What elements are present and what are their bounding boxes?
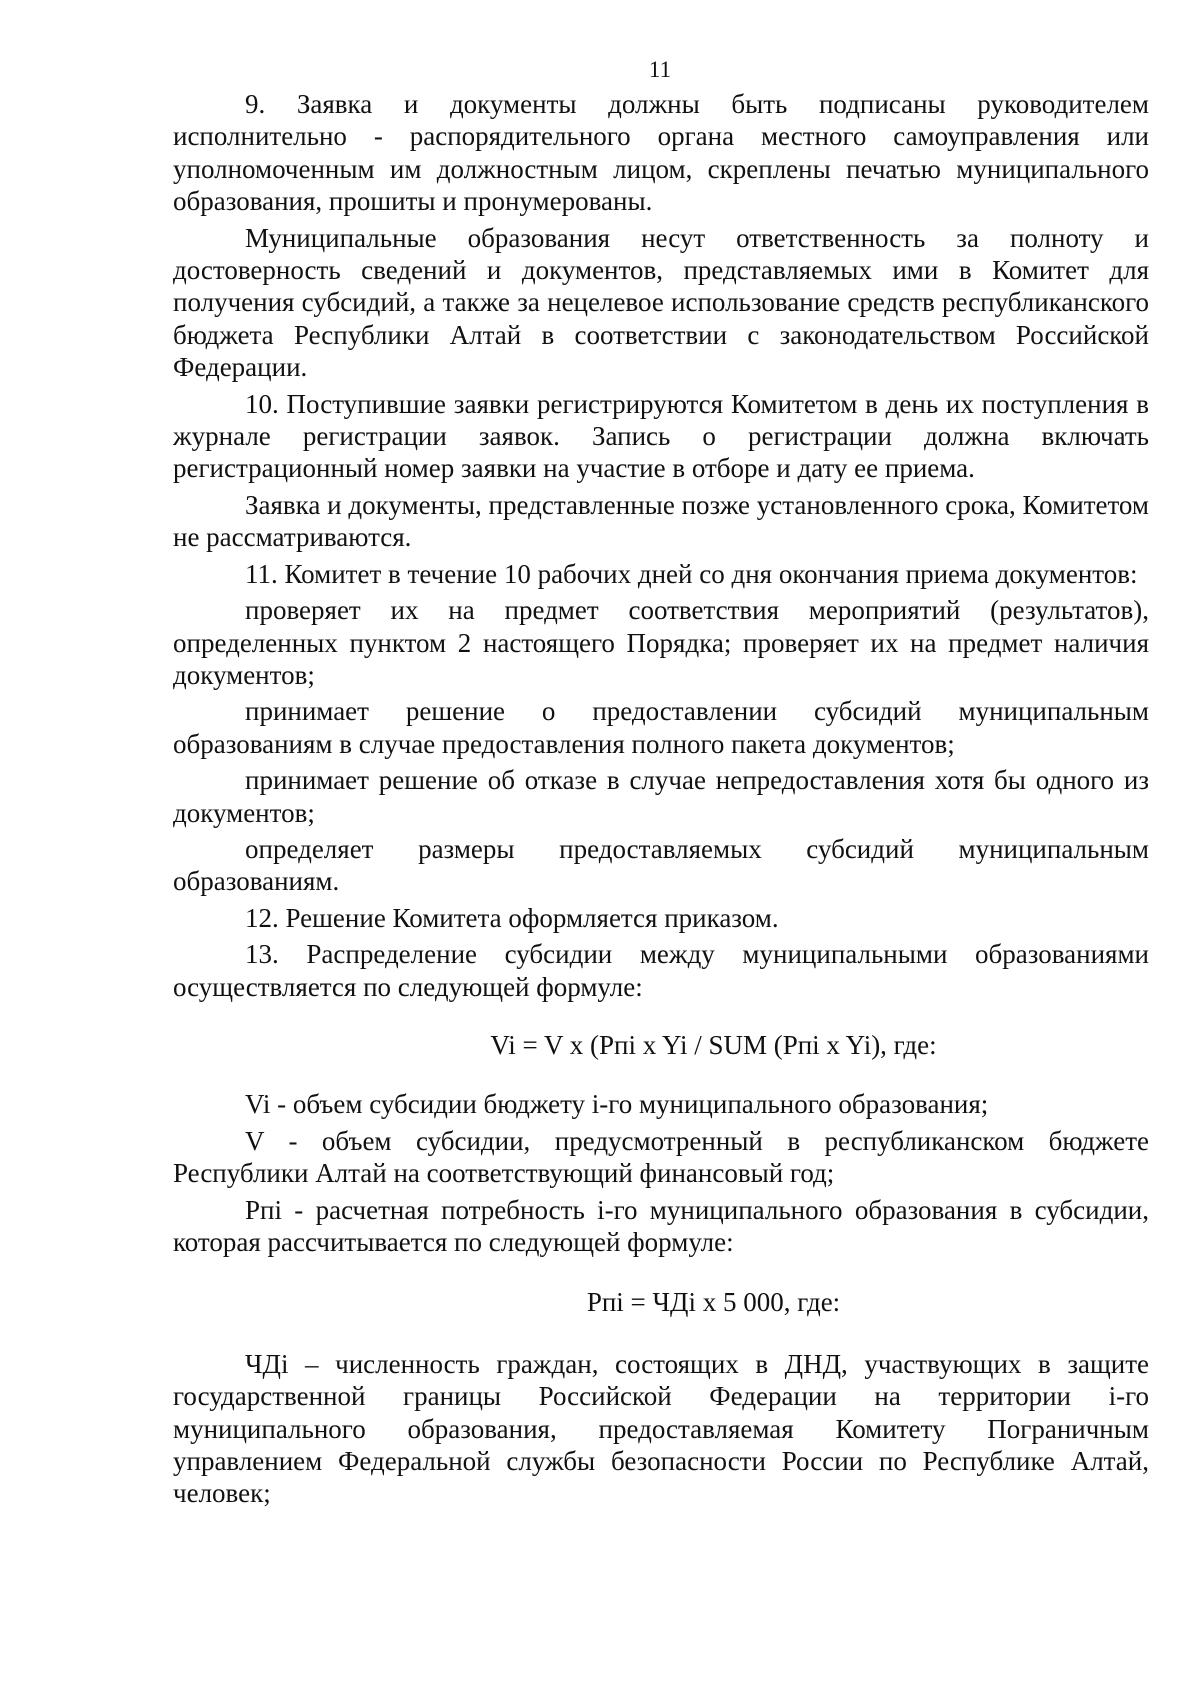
- paragraph-10: 10. Поступившие заявки регистрируются Комитетом в день их поступления в журнале регистрации заявок. Запись о регистрации должна включать регистрационный номер заявки на участие в отборе и дату ее приема.: [173, 388, 1149, 484]
- page-number: 11: [648, 57, 672, 82]
- paragraph-decision-grant: принимает решение о предоставлении субсидий муниципальным образованиям в случае предоставления полного пакета документов;: [173, 696, 1149, 759]
- paragraph-late-applications: Заявка и документы, представленные позже установленного срока, Комитетом не рассматриваются.: [173, 489, 1149, 553]
- paragraph-decision-refuse: принимает решение об отказе в случае непредоставления хотя бы одного из документов;: [173, 765, 1149, 828]
- formula-estimated-need: Pпi = ЧДi x 5 000, где:: [586, 1287, 841, 1318]
- definition-v: V - объем субсидии, предусмотренный в республиканском бюджете Республики Алтай на соответствующий финансовый год;: [173, 1125, 1149, 1189]
- definition-chdi: ЧДi – численность граждан, состоящих в ДНД, участвующих в защите государственной границы Российской Федерации на территории i-го муниципального образования, предоставляемая Комитету Пограничным управлением Федеральной службы безопасности России по Республике Алтай, человек;: [173, 1348, 1149, 1509]
- paragraph-responsibility: Муниципальные образования несут ответственность за полноту и достоверность сведений и документов, представляемых ими в Комитет для получения субсидий, а также за нецелевое использование средств республиканского бюджета Республики Алтай в соответствии с законодательством Российской Федерации.: [173, 222, 1149, 383]
- paragraph-9: 9. Заявка и документы должны быть подписаны руководителем исполнительно - распорядительного органа местного самоуправления или уполномоченным им должностным лицом, скреплены печатью муниципального образования, прошиты и пронумерованы.: [173, 89, 1149, 217]
- paragraph-13: 13. Распределение субсидии между муниципальными образованиями осуществляется по следующей формуле:: [173, 939, 1149, 1002]
- paragraph-checks: проверяет их на предмет соответствия мероприятий (результатов), определенных пунктом 2 настоящего Порядка; проверяет их на предмет наличия документов;: [173, 595, 1149, 690]
- formula-subsidy-distribution: Vi = V x (Pпi x Yi / SUM (Pпi x Yi), где:: [490, 1029, 937, 1060]
- document-body: [173, 88, 1149, 1510]
- definition-vi: Vi - объем субсидии бюджету i-го муниципального образования;: [245, 1089, 989, 1120]
- paragraph-11: 11. Комитет в течение 10 рабочих дней со дня окончания приема документов:: [245, 558, 1138, 589]
- paragraph-determine-amounts: определяет размеры предоставляемых субсидий муниципальным образованиям.: [173, 833, 1149, 897]
- definition-ppi: Pпi - расчетная потребность i-го муниципального образования в субсидии, которая рассчитывается по следующей формуле:: [173, 1194, 1149, 1257]
- paragraph-12: 12. Решение Комитета оформляется приказом.: [245, 902, 779, 933]
